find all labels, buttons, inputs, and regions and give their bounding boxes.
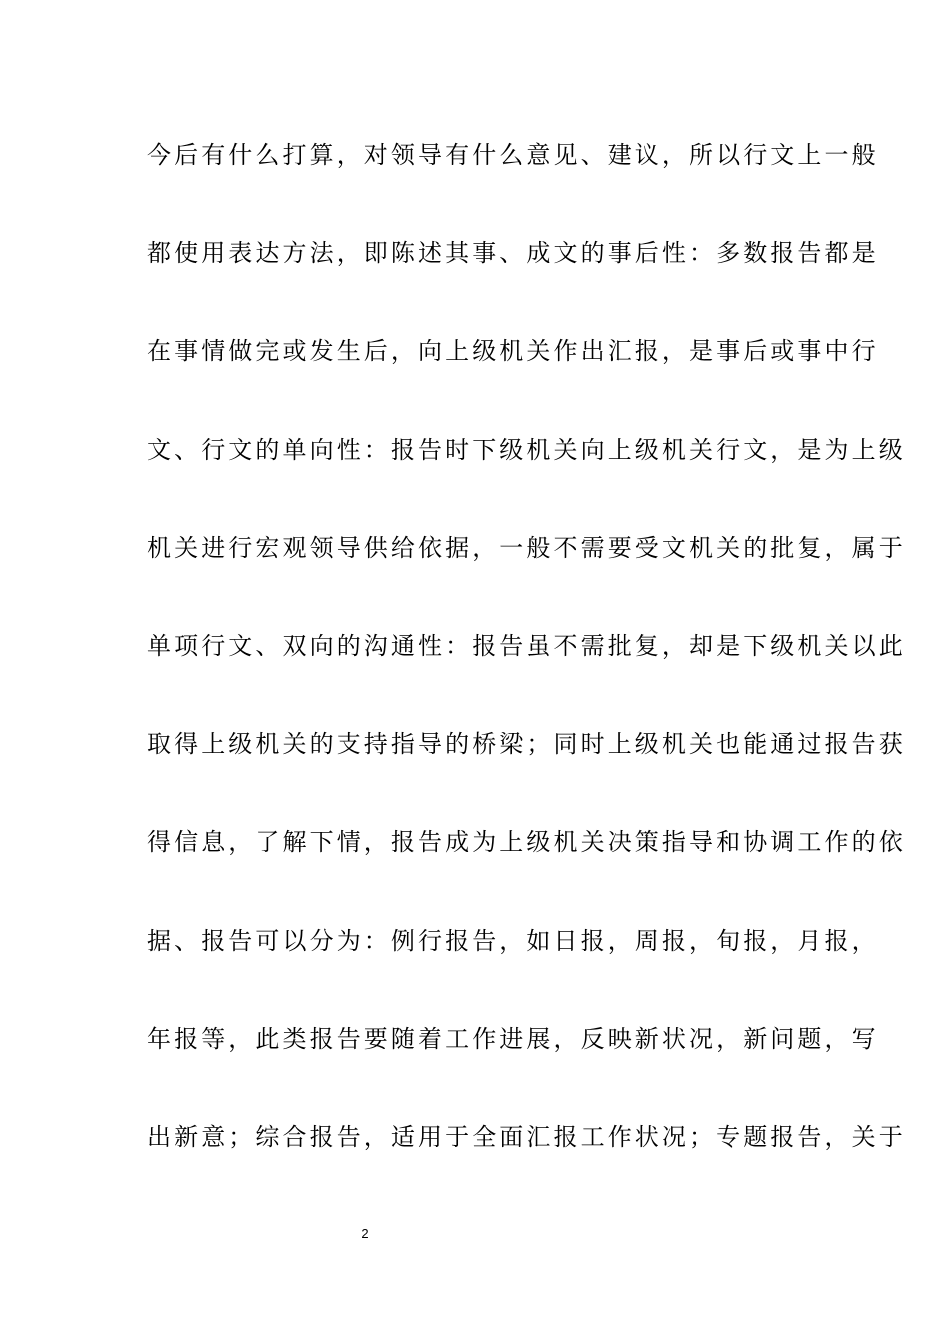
text-line: 今后有什么打算，对领导有什么意见、建议，所以行文上一般 xyxy=(147,141,879,169)
page-number: 2 xyxy=(361,1226,369,1241)
text-line: 取得上级机关的支持指导的桥梁；同时上级机关也能通过报告获 xyxy=(147,730,906,759)
text-line: 年报等，此类报告要随着工作进展，反映新状况，新问题，写 xyxy=(147,1024,879,1053)
body-text xyxy=(147,133,906,1213)
text-line: 得信息，了解下情，报告成为上级机关决策指导和协调工作的依 xyxy=(147,828,906,857)
text-line: 据、报告可以分为：例行报告，如日报，周报，旬报，月报， xyxy=(147,926,879,955)
text-line: 文、行文的单向性：报告时下级机关向上级机关行文，是为上级 xyxy=(147,435,906,464)
text-line: 在事情做完或发生后，向上级机关作出汇报，是事后或事中行 xyxy=(147,337,879,366)
text-line: 都使用表达方法，即陈述其事、成文的事后性：多数报告都是 xyxy=(147,239,879,268)
text-line: 单项行文、双向的沟通性：报告虽不需批复，却是下级机关以此 xyxy=(147,631,906,660)
text-line: 出新意；综合报告，适用于全面汇报工作状况；专题报告，关于 xyxy=(147,1122,906,1151)
text-line: 机关进行宏观领导供给依据，一般不需要受文机关的批复，属于 xyxy=(147,533,906,562)
